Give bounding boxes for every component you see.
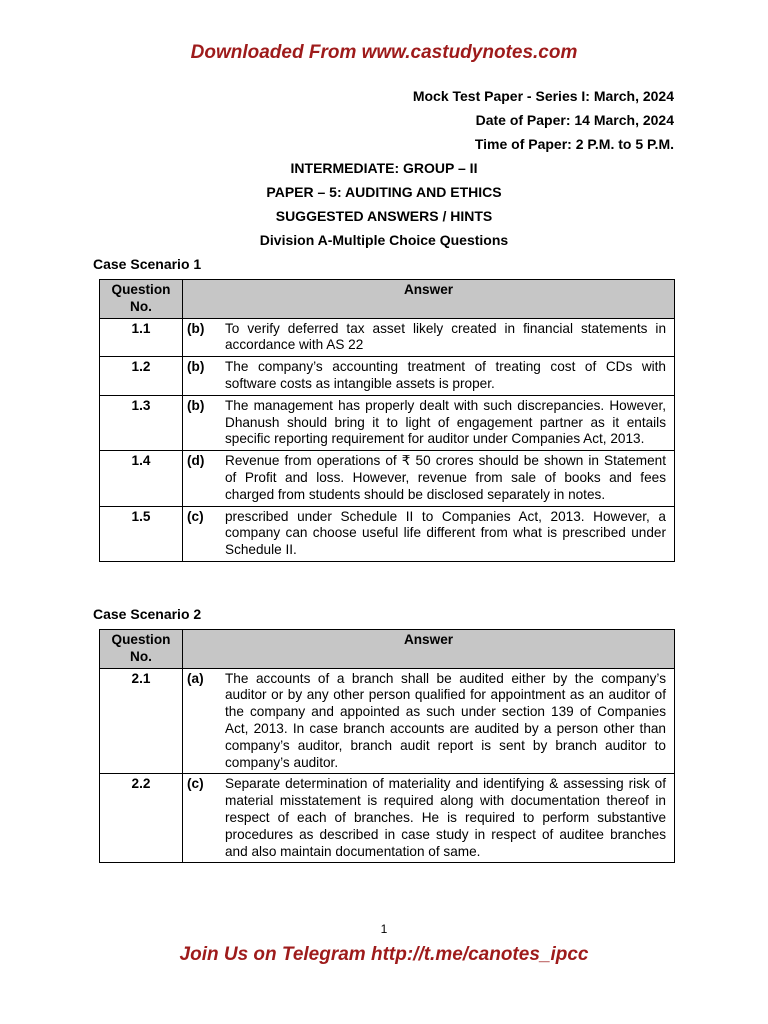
table-row <box>100 668 675 774</box>
answer-option: (b) <box>187 397 205 413</box>
answer-text: prescribed under Schedule II to Companies Act, 2013. However, a company can choose useful life different from what is prescribed under Schedule II. <box>225 508 666 558</box>
question-number: 2.2 <box>100 774 183 863</box>
page-number: 1 <box>380 922 388 936</box>
answer-text: The management has properly dealt with such discrepancies. However, Dhanush should bring it to light of engagement partner as it entails specific reporting requirement for auditor under Companies Act, 2013. <box>225 397 666 447</box>
answer-option: (b) <box>187 359 205 375</box>
level-title: INTERMEDIATE: GROUP – II <box>290 160 478 176</box>
case1-title: Case Scenario 1 <box>93 256 202 272</box>
answer-text: Revenue from operations of ₹ 50 crores should be shown in Statement of Profit and loss. However, revenue from sale of books and fees charged from students should be disclosed separately in notes. <box>225 453 666 502</box>
answer-header: Answer <box>183 630 675 669</box>
answer-option: (c) <box>187 508 204 524</box>
table-row <box>100 318 675 357</box>
table-row <box>100 774 675 863</box>
question-number: 1.4 <box>100 451 183 506</box>
case2-title: Case Scenario 2 <box>93 606 202 622</box>
answer-option: (b) <box>187 320 205 336</box>
table-row <box>100 506 675 561</box>
question-no-header: Question No. <box>100 630 183 669</box>
answer-option: (d) <box>187 453 205 469</box>
division-title: Division A-Multiple Choice Questions <box>259 232 509 248</box>
table-row <box>100 451 675 506</box>
answer-header: Answer <box>183 280 675 319</box>
answer-text: To verify deferred tax asset likely created in financial statements in accordance with AS 22 <box>225 320 666 353</box>
time-line: Time of Paper: 2 P.M. to 5 P.M. <box>474 136 674 152</box>
question-number: 2.1 <box>100 668 183 774</box>
answer-text: The company’s accounting treatment of treating cost of CDs with software costs as intangible assets is proper. <box>225 359 666 391</box>
telegram-banner-link[interactable]: Join Us on Telegram http://t.me/canotes_ipcc <box>179 944 589 965</box>
date-line: Date of Paper: 14 March, 2024 <box>475 112 674 128</box>
answer-text: Separate determination of materiality and identifying & assessing risk of material misstatement is required along with documentation thereof in respect of each of branches. He is required to perform substantive procedures as described in case study in respect of auditee branches and also maintain documentation of same. <box>225 776 666 859</box>
table-row <box>100 395 675 450</box>
answer-text: The accounts of a branch shall be audited either by the company’s auditor or by any other person qualified for appointment as an auditor of the company and appointed as such under section 139 of Companies Act, 2013. In case branch accounts are audited by a person other than company’s auditor, branch audit report is sent by branch auditor to company’s auditor. <box>225 670 666 770</box>
case1-table <box>99 279 675 562</box>
question-number: 1.2 <box>100 357 183 396</box>
answers-title: SUGGESTED ANSWERS / HINTS <box>275 208 493 224</box>
question-number: 1.3 <box>100 395 183 450</box>
question-number: 1.1 <box>100 318 183 357</box>
question-no-header: Question No. <box>100 280 183 319</box>
case2-table <box>99 629 675 863</box>
table-row <box>100 357 675 396</box>
series-line: Mock Test Paper - Series I: March, 2024 <box>412 88 674 104</box>
answer-option: (a) <box>187 670 204 686</box>
paper-title: PAPER – 5: AUDITING AND ETHICS <box>266 184 502 200</box>
answer-option: (c) <box>187 776 204 792</box>
top-banner-link[interactable]: Downloaded From www.castudynotes.com <box>190 42 578 63</box>
question-number: 1.5 <box>100 506 183 561</box>
